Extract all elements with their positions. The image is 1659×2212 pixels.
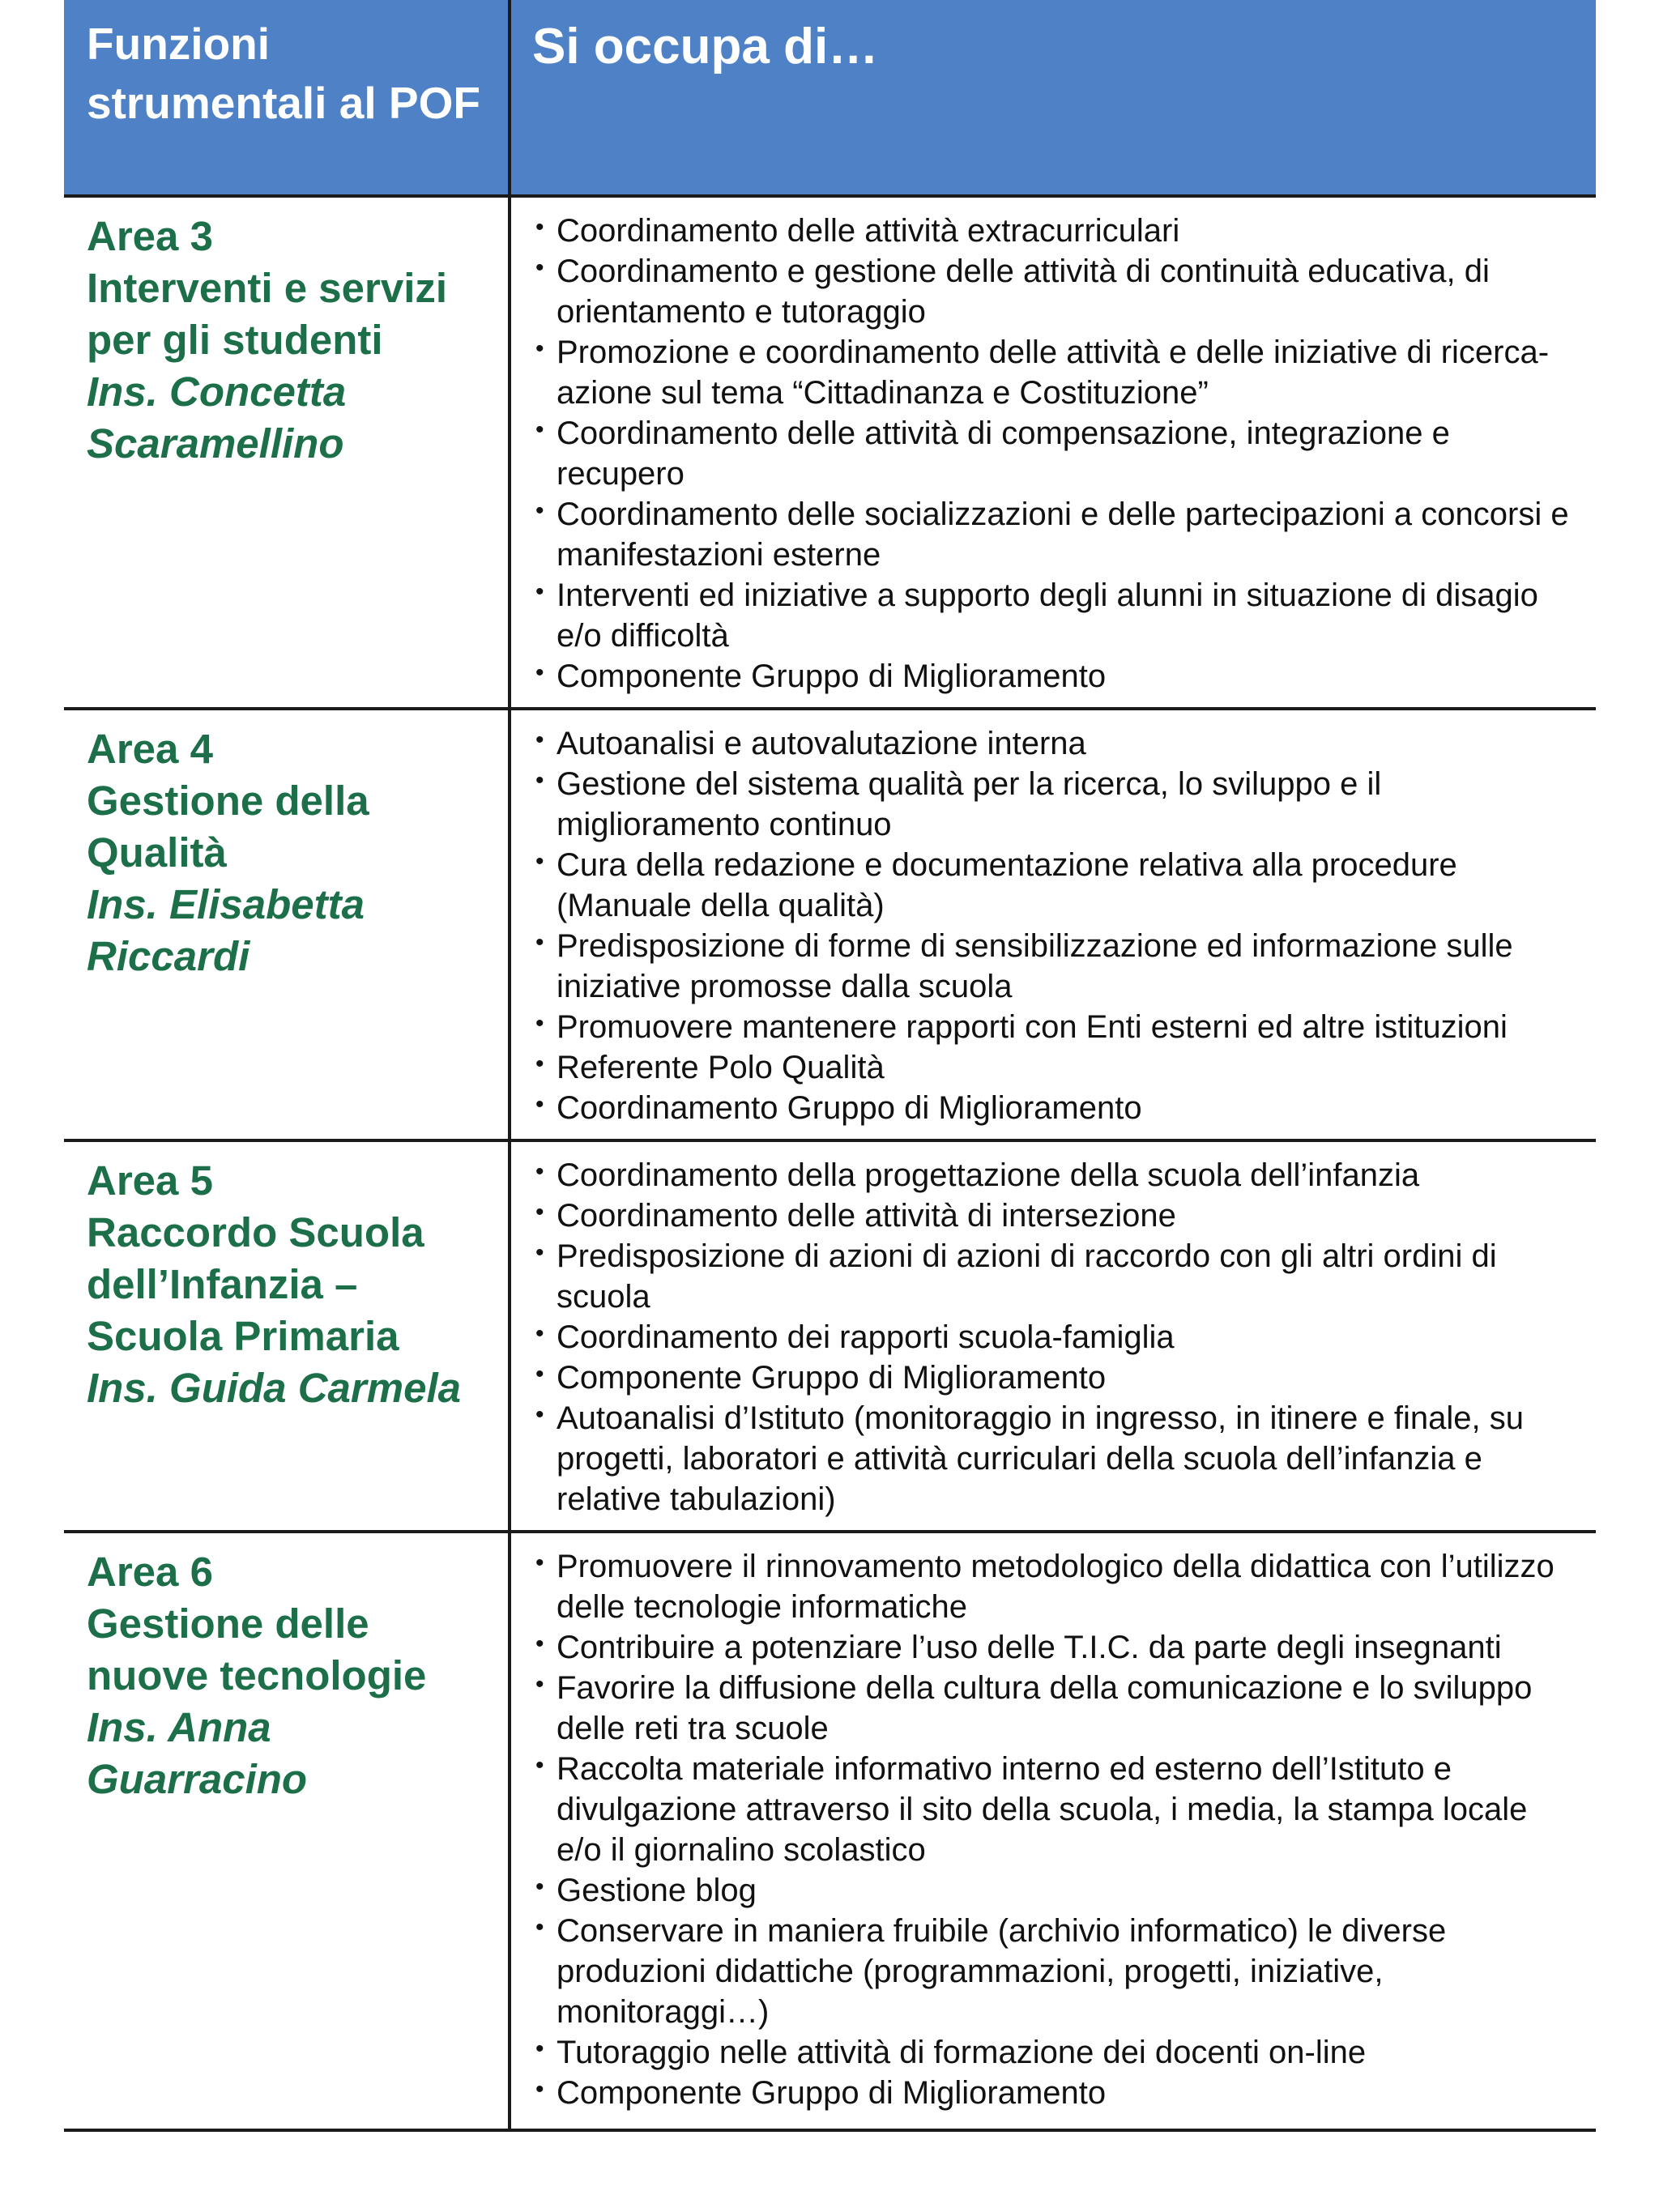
list-item-text: Promuovere il rinnovamento metodologico della didattica con l’utilizzo delle tecnologie informatiche (557, 1549, 1555, 1625)
area-teacher: Ins. Elisabetta Riccardi (87, 881, 365, 979)
list-item-text: Coordinamento delle attività di intersezione (557, 1198, 1176, 1234)
list-item-text: Cura della redazione e documentazione relativa alla procedure (Manuale della qualità) (557, 847, 1457, 923)
list-item-text: Raccolta materiale informativo interno ed esterno dell’Istituto e divulgazione attraverso il sito della scuola, i media, la stampa locale e/o il giornalino scolastico (557, 1751, 1528, 1868)
list-item-text: Coordinamento Gruppo di Miglioramento (557, 1090, 1142, 1126)
list-item (534, 1236, 1580, 1317)
duties-cell (511, 198, 1596, 707)
list-item (534, 1196, 1580, 1236)
area-teacher: Ins. Concetta Scaramellino (87, 369, 347, 467)
bullet-icon: • (535, 335, 544, 362)
list-item (534, 1357, 1580, 1398)
list-item-text: Componente Gruppo di Miglioramento (557, 1360, 1107, 1396)
list-item-text: Conservare in maniera fruibile (archivio informatico) le diverse produzioni didattiche (programmazioni, progetti, iniziative, monitoraggi…) (557, 1913, 1447, 2030)
list-item-text: Autoanalisi d’Istituto (monitoraggio in ingresso, in itinere e finale, su progetti, laboratori e attività curriculari della scuola dell’infanzia e relative tabulazioni) (557, 1400, 1524, 1517)
list-item-text: Coordinamento dei rapporti scuola-famiglia (557, 1319, 1175, 1355)
list-item (534, 2032, 1580, 2073)
bullet-icon: • (535, 1873, 544, 1900)
list-item (534, 1870, 1580, 1911)
duties-list (534, 1155, 1580, 1519)
list-item (534, 1317, 1580, 1357)
area-title: Interventi e servizi per gli studenti (87, 265, 448, 363)
bullet-icon: • (535, 1239, 544, 1266)
bullet-icon: • (535, 1361, 544, 1387)
list-item (534, 845, 1580, 926)
bullet-icon: • (535, 1051, 544, 1077)
table-header (64, 0, 1596, 198)
list-item-text: Autoanalisi e autovalutazione interna (557, 726, 1086, 761)
list-item-text: Promuovere mantenere rapporti con Enti esterni ed altre istituzioni (557, 1009, 1508, 1045)
list-item-text: Coordinamento delle attività extracurriculari (557, 213, 1180, 249)
area-teacher: Ins. Anna Guarracino (87, 1704, 308, 1802)
list-item (534, 1749, 1580, 1870)
list-item-text: Gestione del sistema qualità per la ricerca, lo sviluppo e il miglioramento continuo (557, 766, 1382, 842)
duties-cell (511, 710, 1596, 1139)
area-cell (64, 1142, 511, 1530)
list-item-text: Componente Gruppo di Miglioramento (557, 658, 1107, 694)
area-cell (64, 710, 511, 1139)
duties-list (534, 211, 1580, 697)
table-row (64, 1142, 1596, 1533)
area-cell (64, 1533, 511, 2129)
list-item (534, 1398, 1580, 1519)
list-item (534, 1627, 1580, 1668)
header-responsibilities: Si occupa di… (532, 19, 879, 75)
bullet-icon: • (535, 1199, 544, 1225)
list-item-text: Gestione blog (557, 1873, 757, 1908)
list-item-text: Coordinamento e gestione delle attività di continuità educativa, di orientamento e tutoraggio (557, 254, 1490, 330)
list-item (534, 1668, 1580, 1749)
list-item (534, 494, 1580, 575)
table-row (64, 710, 1596, 1142)
list-item (534, 1007, 1580, 1047)
list-item (534, 211, 1580, 251)
list-item-text: Interventi ed iniziative a supporto degli alunni in situazione di disagio e/o difficoltà (557, 578, 1538, 654)
list-item-text: Promozione e coordinamento delle attività e delle iniziative di ricerca-azione sul tema “Cittadinanza e Costituzione” (557, 335, 1550, 411)
duties-cell (511, 1533, 1596, 2129)
bullet-icon: • (535, 727, 544, 753)
table-row (64, 198, 1596, 710)
area-teacher: Ins. Guida Carmela (87, 1365, 461, 1411)
bullet-icon: • (535, 1549, 544, 1576)
list-item (534, 764, 1580, 845)
header-functions: Funzioni strumentali al POF (64, 0, 511, 194)
list-item (534, 332, 1580, 413)
bullet-icon: • (535, 659, 544, 686)
area-cell (64, 198, 511, 707)
bullet-icon: • (535, 1158, 544, 1185)
list-item-text: Componente Gruppo di Miglioramento (557, 2075, 1107, 2111)
area-title: Gestione delle nuove tecnologie (87, 1600, 427, 1698)
bullet-icon: • (535, 767, 544, 794)
bullet-icon: • (535, 1320, 544, 1347)
area-title: Raccordo Scuola dell’Infanzia – Scuola Primaria (87, 1209, 424, 1359)
list-item (534, 413, 1580, 494)
bullet-icon: • (535, 1010, 544, 1037)
bullet-icon: • (535, 1914, 544, 1941)
list-item-text: Predisposizione di azioni di azioni di raccordo con gli altri ordini di scuola (557, 1238, 1497, 1315)
list-item (534, 1155, 1580, 1196)
bullet-icon: • (535, 1671, 544, 1698)
bullet-icon: • (535, 578, 544, 605)
bullet-icon: • (535, 2076, 544, 2103)
list-item-text: Favorire la diffusione della cultura della comunicazione e lo sviluppo delle reti tra scuole (557, 1670, 1533, 1746)
duties-list (534, 723, 1580, 1128)
list-item (534, 1088, 1580, 1128)
bullet-icon: • (535, 416, 544, 443)
bullet-icon: • (535, 1630, 544, 1657)
area-number: Area 6 (87, 1549, 213, 1595)
list-item (534, 575, 1580, 656)
list-item-text: Referente Polo Qualità (557, 1050, 885, 1085)
table-row (64, 1533, 1596, 2132)
bullet-icon: • (535, 1401, 544, 1428)
list-item (534, 1546, 1580, 1627)
list-item (534, 723, 1580, 764)
list-item-text: Predisposizione di forme di sensibilizzazione ed informazione sulle iniziative promosse dalla scuola (557, 928, 1513, 1004)
bullet-icon: • (535, 848, 544, 875)
list-item-text: Coordinamento delle socializzazioni e delle partecipazioni a concorsi e manifestazioni esterne (557, 497, 1569, 573)
bullet-icon: • (535, 254, 544, 281)
bullet-icon: • (535, 1752, 544, 1779)
list-item (534, 251, 1580, 332)
area-title: Gestione della Qualità (87, 778, 369, 876)
duties-cell (511, 1142, 1596, 1530)
functions-table (64, 0, 1596, 2132)
table-body (64, 198, 1596, 2132)
list-item (534, 926, 1580, 1007)
list-item (534, 656, 1580, 697)
area-number: Area 3 (87, 213, 213, 259)
area-number: Area 5 (87, 1157, 213, 1204)
list-item-text: Tutoraggio nelle attività di formazione dei docenti on-line (557, 2035, 1367, 2070)
list-item (534, 1047, 1580, 1088)
list-item-text: Contribuire a potenziare l’uso delle T.I.C. da parte degli insegnanti (557, 1630, 1502, 1665)
list-item (534, 1911, 1580, 2032)
duties-list (534, 1546, 1580, 2113)
list-item-text: Coordinamento della progettazione della scuola dell’infanzia (557, 1157, 1420, 1193)
list-item-text: Coordinamento delle attività di compensazione, integrazione e recupero (557, 416, 1450, 492)
list-item (534, 2073, 1580, 2113)
bullet-icon: • (535, 1091, 544, 1118)
bullet-icon: • (535, 929, 544, 956)
bullet-icon: • (535, 2035, 544, 2062)
bullet-icon: • (535, 214, 544, 241)
area-number: Area 4 (87, 726, 213, 772)
bullet-icon: • (535, 497, 544, 524)
